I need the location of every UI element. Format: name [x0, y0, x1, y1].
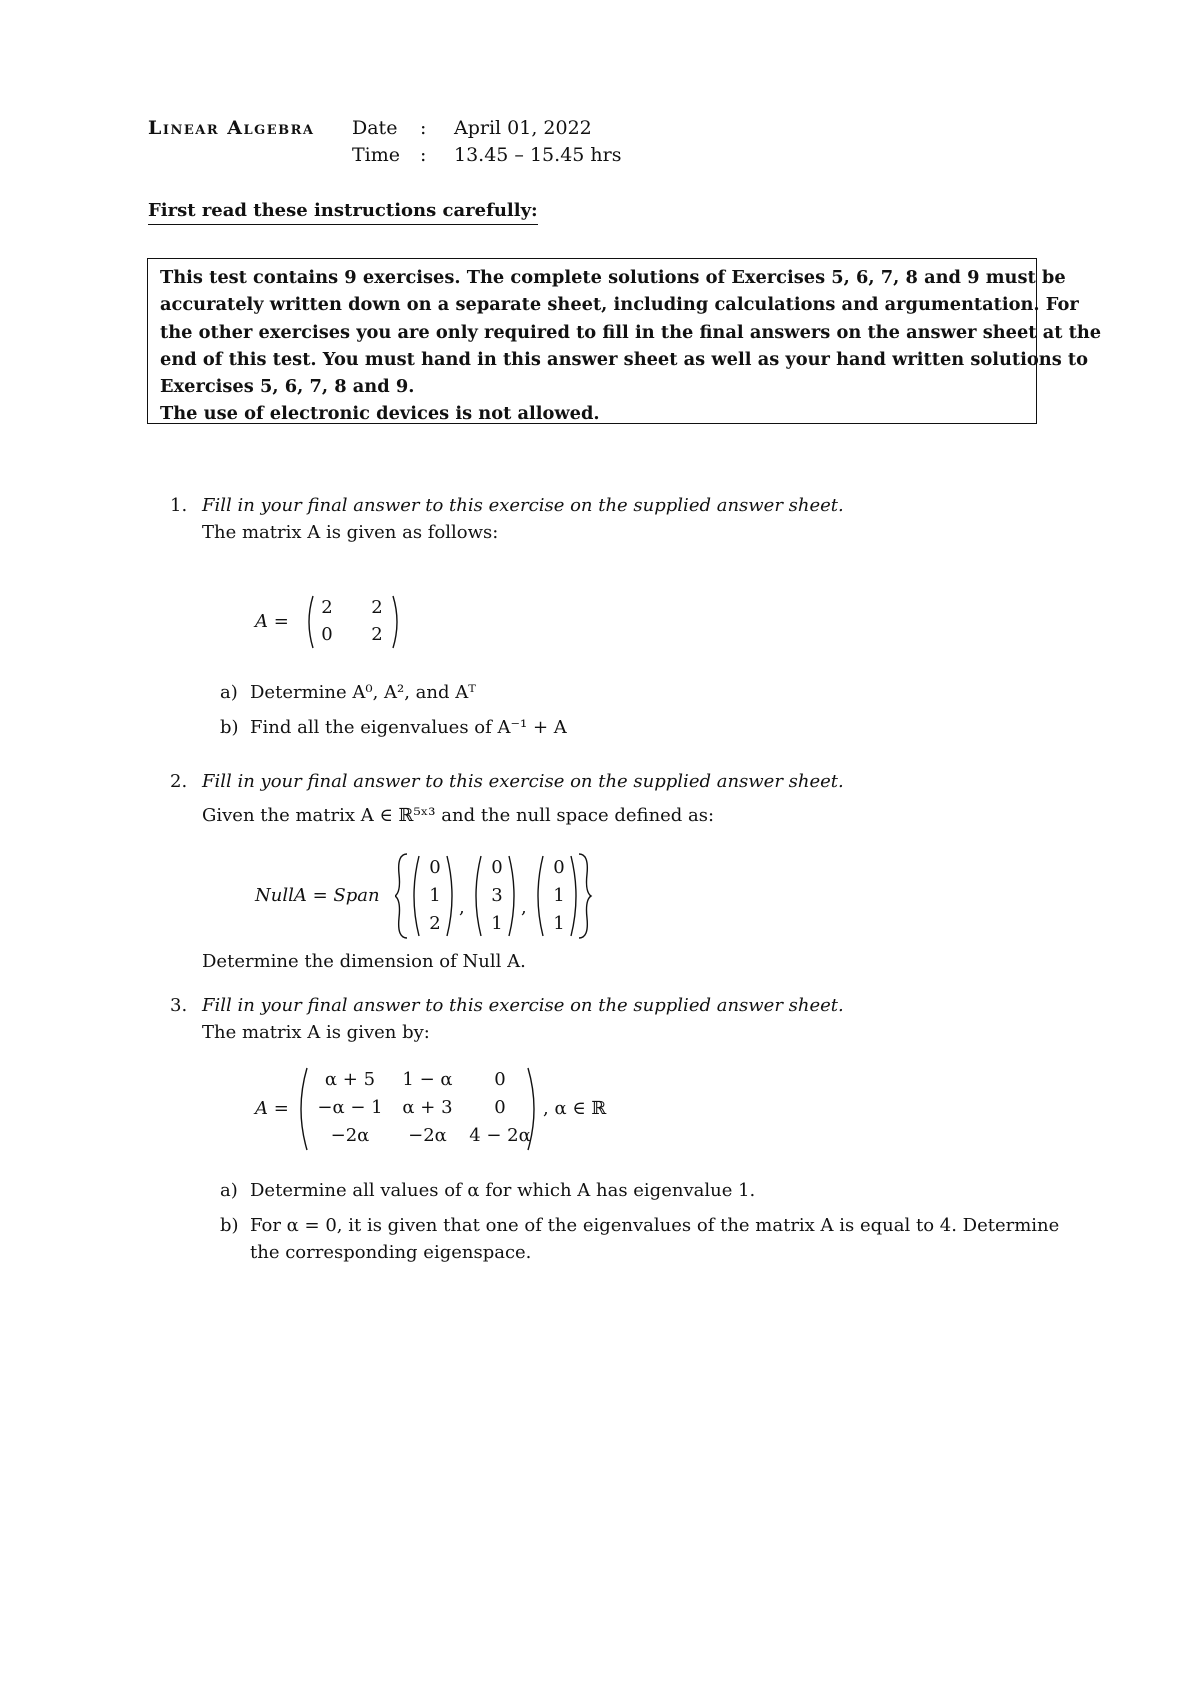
matrix-cell: 2 [371, 597, 383, 618]
instructions-line: This test contains 9 exercises. The complete solutions of Exercises 5, 6, 7, 8 and 9 must be [160, 267, 1066, 288]
instructions-line: Exercises 5, 6, 7, 8 and 9. [160, 376, 415, 398]
matrix-cell: 4 − 2α [469, 1125, 531, 1146]
matrix-equation [255, 1066, 755, 1152]
vector-entry: 0 [429, 857, 441, 878]
exercise-question: Determine the dimension of Null A. [202, 951, 526, 972]
instructions-heading: First read these instructions carefully: [148, 200, 538, 225]
matrix-cell: 0 [494, 1097, 506, 1118]
vector-entry: 1 [553, 913, 565, 934]
nullspace-equation [255, 852, 635, 940]
exercise-intro: The matrix A is given as follows: [202, 522, 499, 543]
matrix-rhs: , α ∈ ℝ [543, 1098, 607, 1119]
exercise-number: 1. [170, 495, 188, 516]
course-title: Linear Algebra [148, 117, 315, 139]
matrix-cell: −α − 1 [317, 1097, 383, 1118]
instructions-line: end of this test. You must hand in this answer sheet as well as your hand written solutions to [160, 348, 1088, 370]
matrix-lhs: A = [255, 611, 289, 632]
exercise-note: Fill in your final answer to this exercise on the supplied answer sheet. [202, 495, 844, 516]
matrix-cell: 1 − α [402, 1069, 453, 1090]
part-label: b) [220, 1215, 239, 1236]
vector-entry: 0 [553, 857, 565, 878]
time-label: Time [352, 144, 401, 166]
comma: , [521, 897, 527, 918]
date-value: April 01, 2022 [454, 117, 592, 139]
vector-entry: 0 [491, 857, 503, 878]
instructions-line: accurately written down on a separate sheet, including calculations and argumentation. For [160, 294, 1079, 316]
part-label: b) [220, 717, 239, 738]
matrix-cell: 0 [494, 1069, 506, 1090]
matrix-cell: α + 5 [324, 1069, 376, 1090]
date-colon: : [420, 117, 427, 139]
date-label: Date [352, 117, 398, 139]
matrix-lhs: A = [255, 1098, 289, 1119]
comma: , [459, 897, 465, 918]
exercise-note: Fill in your final answer to this exercise on the supplied answer sheet. [202, 995, 844, 1016]
part-text-continued: the corresponding eigenspace. [250, 1242, 532, 1263]
exercise-intro: Given the matrix A ∈ ℝ⁵ˣ³ and the null space defined as: [202, 805, 715, 826]
time-row [352, 144, 772, 170]
part-label: a) [220, 682, 238, 703]
matrix-equation [255, 594, 455, 650]
part-text: Determine A⁰, A², and Aᵀ [250, 682, 476, 703]
time-colon: : [420, 144, 427, 166]
part-text: Determine all values of α for which A has eigenvalue 1. [250, 1180, 756, 1201]
time-value: 13.45 – 15.45 hrs [454, 144, 622, 166]
instructions-line: The use of electronic devices is not allowed. [160, 403, 600, 425]
matrix-cell: −2α [408, 1125, 447, 1146]
vector-entry: 1 [491, 913, 503, 934]
exercise-note: Fill in your final answer to this exercise on the supplied answer sheet. [202, 771, 844, 792]
matrix-cell: −2α [330, 1125, 370, 1146]
instructions-line: the other exercises you are only required to fill in the final answers on the answer sheet at the [160, 321, 1102, 343]
exercise-number: 3. [170, 995, 188, 1016]
part-text: Find all the eigenvalues of A⁻¹ + A [250, 717, 567, 738]
exercise-number: 2. [170, 771, 188, 792]
matrix-cell: 0 [321, 624, 333, 645]
matrix-cell: 2 [321, 597, 333, 618]
part-label: a) [220, 1180, 238, 1201]
vector-entry: 1 [429, 885, 441, 906]
matrix-cell: α + 3 [402, 1097, 453, 1118]
matrix-cell: 2 [371, 624, 383, 645]
part-text: For α = 0, it is given that one of the eigenvalues of the matrix A is equal to 4. Determine [250, 1215, 1060, 1236]
date-row [352, 117, 772, 143]
instructions-box [147, 258, 1102, 425]
vector-entry: 2 [429, 913, 441, 934]
vector-entry: 3 [491, 885, 503, 906]
exercise-intro: The matrix A is given by: [202, 1022, 430, 1043]
vector-entry: 1 [553, 885, 565, 906]
nullspace-lhs: NullA = Span [255, 885, 380, 906]
